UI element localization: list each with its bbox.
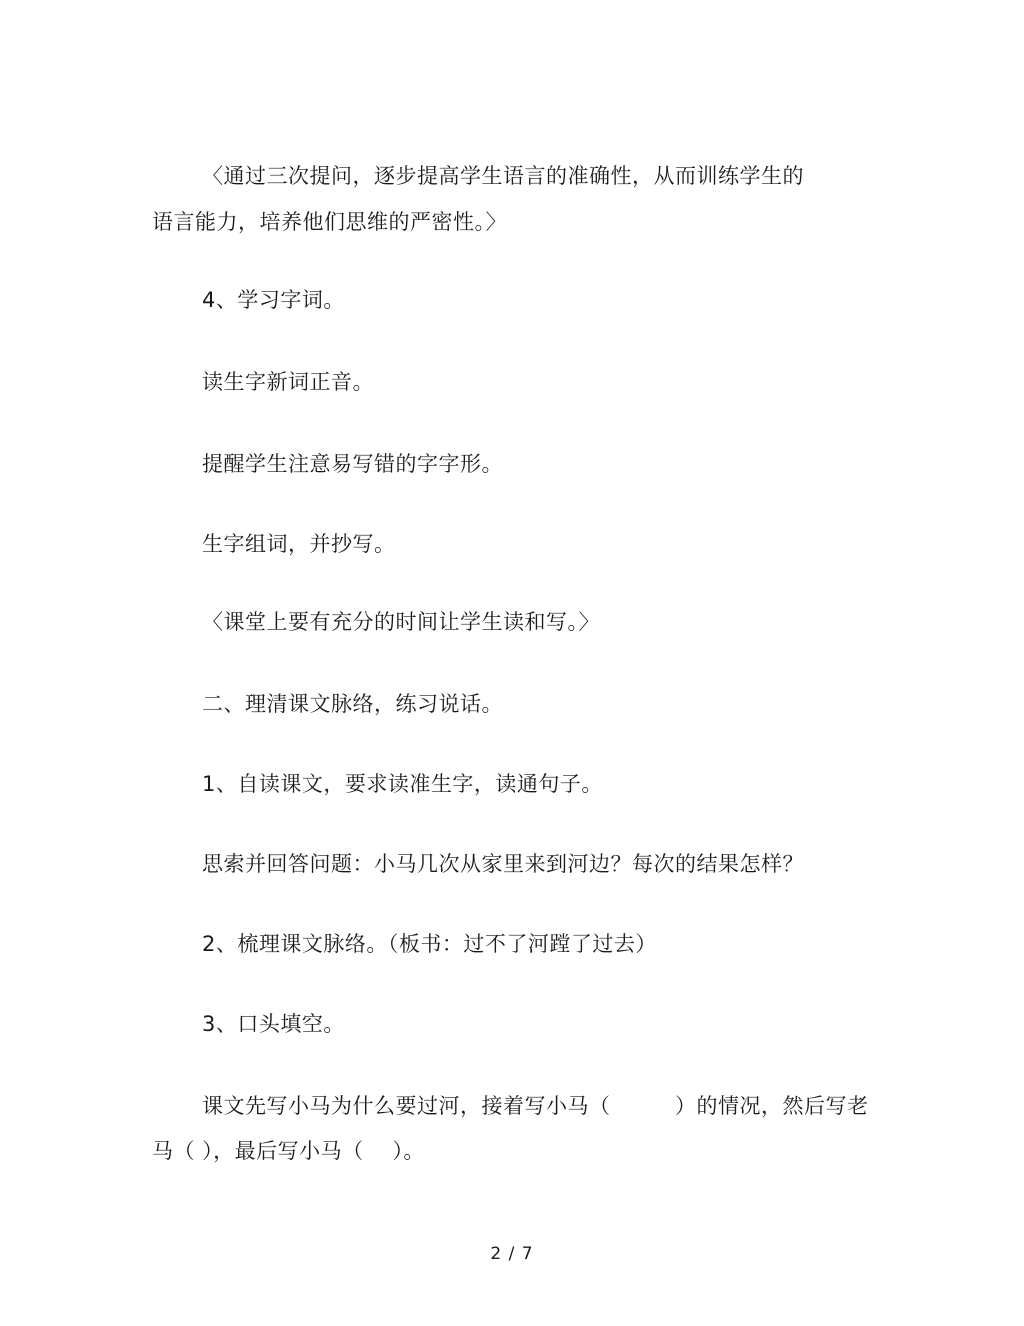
paragraph-word-building: 生字组词，并抄写。 <box>202 532 396 556</box>
page-number: 2 / 7 <box>490 1244 534 1264</box>
section-2-heading: 二、理清课文脉络，练习说话。 <box>202 692 503 716</box>
paragraph-read-new-words: 读生字新词正音。 <box>202 370 374 394</box>
paragraph-note-questions-line2: 语言能力，培养他们思维的严密性。〉 <box>152 210 507 234</box>
paragraph-remind-character-shapes: 提醒学生注意易写错的字字形。 <box>202 452 503 476</box>
step-3-heading: 3、口头填空。 <box>202 1012 345 1036</box>
step-2-heading: 2、梳理课文脉络。（板书：过不了河蹚了过去） <box>202 932 657 956</box>
paragraph-fill-blank-line1: 课文先写小马为什么要过河，接着写小马（ ）的情况，然后写老 <box>202 1094 869 1118</box>
paragraph-fill-blank-line2: 马（ ），最后写小马（ ）。 <box>152 1139 425 1163</box>
paragraph-note-classroom-time: 〈课堂上要有充分的时间让学生读和写。〉 <box>202 610 600 634</box>
paragraph-note-questions-line1: 〈通过三次提问，逐步提高学生语言的准确性，从而训练学生的 <box>202 164 804 188</box>
step-1-heading: 1、自读课文，要求读准生字，读通句子。 <box>202 772 603 796</box>
step-4-heading: 4、学习字词。 <box>202 288 345 312</box>
paragraph-question: 思索并回答问题：小马几次从家里来到河边？每次的结果怎样？ <box>202 852 804 876</box>
